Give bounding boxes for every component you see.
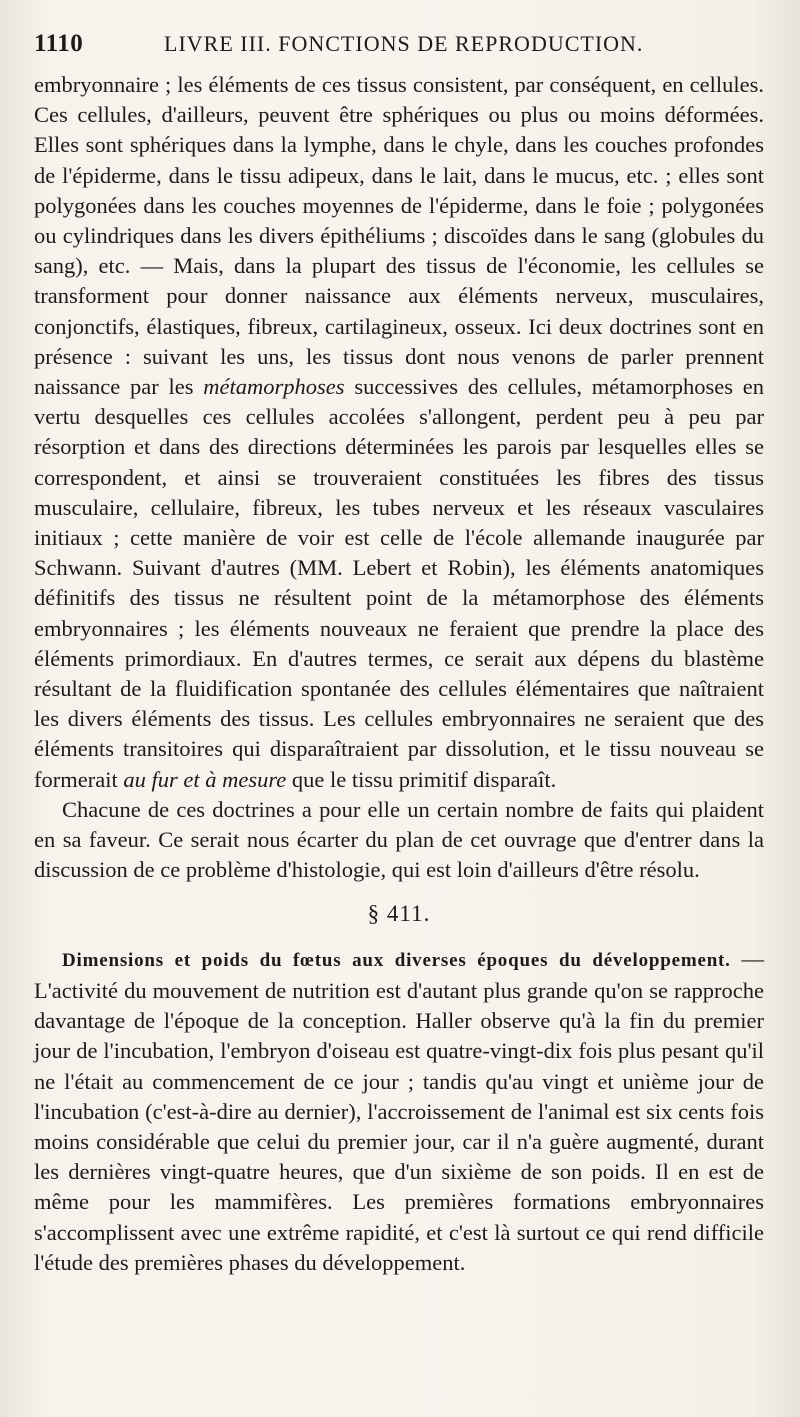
- emphasis-au-fur-et-a-mesure: au fur et à mesure: [123, 766, 287, 792]
- section-number: § 411.: [367, 901, 431, 927]
- paragraph1-text-b: successives des cellules, métamorphoses en vertu desquelles ces cellules accolées s'allongent, perdent peu à peu par résorption et dans des directions déterminées les parois par lesquelles elles se correspondent, et ainsi se trouveraient constituées les fibres des tissus musculaire, cellulaire, fibreux, les tubes nerveux et les réseaux vasculaires initiaux ; cette manière de voir est celle de l'école allemande inaugurée par Schwann. Suivant d'autres (MM. Lebert et Robin), les éléments anatomiques définitifs des tissus ne résultent point de la métamorphose des éléments embryonnaires ; les éléments nouveaux ne feraient que prendre la place des éléments primordiaux. En d'autres termes, ce serait aux dépens du blastème résultant de la fluidification spontanée des cellules élémentaires que naîtraient les divers éléments des tissus. Les cellules embryonnaires ne seraient que des éléments transitoires qui disparaîtraient par dissolution, et le tissu nouveau se formerait: [34, 374, 764, 792]
- paragraph1-text-c: que le tissu primitif disparaît.: [286, 766, 557, 792]
- page-body: [34, 70, 764, 1278]
- section-title: Dimensions et poids du fœtus aux diverses époques du développement.: [62, 949, 731, 971]
- emphasis-metamorphoses: métamorphoses: [203, 374, 345, 400]
- running-title: LIVRE III. FONCTIONS DE REPRODUCTION.: [164, 31, 644, 56]
- page-header: [34, 30, 764, 64]
- section-paragraph: [34, 944, 764, 1278]
- section-text: — L'activité du mouvement de nutrition est d'autant plus grande qu'on se rapproche davantage de l'époque de la conception. Haller observe qu'à la fin du premier jour de l'incubation, l'embryon d'oiseau est quatre-vingt-dix fois plus pesant qu'il ne l'était au commencement de ce jour ; tandis qu'au vingt et unième jour de l'incubation (c'est-à-dire au dernier), l'accroissement de l'animal est six cents fois moins considérable que celui du premier jour, car il n'a guère augmenté, durant les dernières vingt-quatre heures, que d'un sixième de son poids. Il en est de même pour les mammifères. Les premières formations embryonnaires s'accomplissent avec une extrême rapidité, et c'est là surtout ce qui rend difficile l'étude des premières phases du développement.: [34, 945, 764, 1275]
- page-number: 1110: [34, 30, 84, 57]
- paragraph1-text-a: embryonnaire ; les éléments de ces tissus consistent, par conséquent, en cellules. Ces cellules, d'ailleurs, peuvent être sphériques ou plus ou moins déformées. Elles sont sphériques dans la lymphe, dans le chyle, dans les couches profondes de l'épiderme, dans le tissu adipeux, dans le lait, dans le mucus, etc. ; elles sont polygonées dans les couches moyennes de l'épiderme, dans le foie ; polygonées ou cylindriques dans les divers épithéliums ; discoïdes dans le sang (globules du sang), etc. — Mais, dans la plupart des tissus de l'économie, les cellules se transforment pour donner naissance aux éléments nerveux, musculaires, conjonctifs, élastiques, fibreux, cartilagineux, osseux. Ici deux doctrines sont en présence : suivant les uns, les tissus dont nous venons de parler prennent naissance par les: [34, 72, 764, 400]
- paragraph-doctrines: Chacune de ces doctrines a pour elle un certain nombre de faits qui plaident en sa faveur. Ce serait nous écarter du plan de cet ouvrage que d'entrer dans la discussion de ce problème d'histologie, qui est loin d'ailleurs d'être résolu.: [34, 796, 764, 883]
- paragraph-continuation: [34, 70, 764, 795]
